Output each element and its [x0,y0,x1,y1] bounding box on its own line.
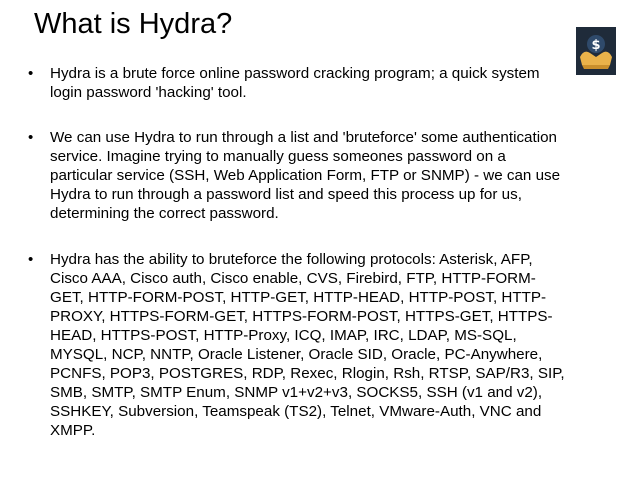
bullet-line: PROXY, HTTPS-FORM-GET, HTTPS-FORM-POST, HTTPS-GET, HTTPS- [50,308,553,325]
bullet-line: Hydra has the ability to bruteforce the following protocols: Asterisk, AFP, [50,251,533,268]
bullet-line: SSHKEY, Subversion, Teamspeak (TS2), Telnet, VMware-Auth, VNC and [50,403,542,420]
bullet-line: Cisco AAA, Cisco auth, Cisco enable, CVS, Firebird, FTP, HTTP-FORM- [50,270,536,287]
bullet-line: determining the correct password. [50,205,279,222]
bullet-line: Hydra to run through a password list and speed this process up for us, [50,186,522,203]
svg-text:$: $ [591,38,601,53]
bullet-dot: • [28,251,34,268]
bullet-line: SMB, SMTP, SMTP Enum, SNMP v1+v2+v3, SOCKS5, SSH (v1 and v2), [50,384,543,401]
bullet-line: Hydra is a brute force online password cracking program; a quick system [50,65,540,82]
bullet-line: PCNFS, POP3, POSTGRES, RDP, Rexec, Rlogin, Rsh, RTSP, SAP/R3, SIP, [50,365,565,382]
bullet-line: We can use Hydra to run through a list and 'bruteforce' some authentication [50,129,557,146]
bullet-line: GET, HTTP-FORM-POST, HTTP-GET, HTTP-HEAD, HTTP-POST, HTTP- [50,289,547,306]
bullet-dot: • [28,65,34,82]
bullet-line: particular service (SSH, Web Application Form, FTP or SNMP) - we can use [50,167,561,184]
slide-title: What is Hydra? [34,8,233,40]
bullet-line: HEAD, HTTPS-POST, HTTP-Proxy, ICQ, IMAP, IRC, LDAP, MS-SQL, [50,327,517,344]
bullet-line: MYSQL, NCP, NNTP, Oracle Listener, Oracle SID, Oracle, PC-Anywhere, [50,346,543,363]
bullet-line: XMPP. [50,422,96,439]
bullet-dot: • [28,129,34,146]
bullet-line: service. Imagine trying to manually guess someones password on a [50,148,506,165]
bullet-line: login password 'hacking' tool. [50,84,247,101]
